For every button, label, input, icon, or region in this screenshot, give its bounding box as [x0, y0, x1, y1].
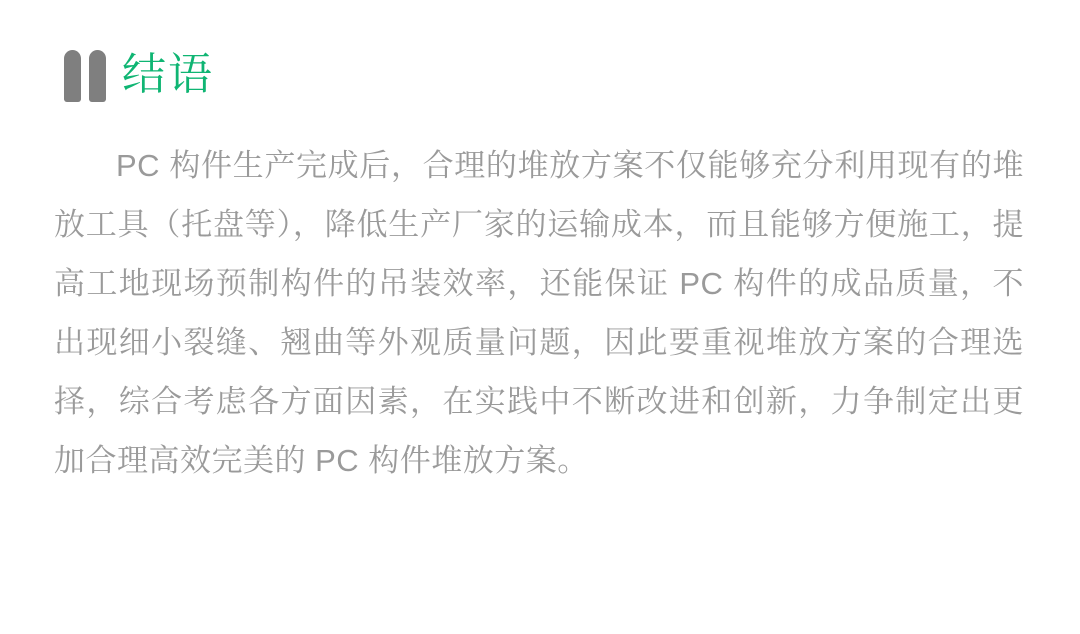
- quote-bar-right: [89, 50, 106, 102]
- section-heading: [64, 44, 1030, 122]
- page-title: 结语: [122, 50, 214, 99]
- quotation-mark-icon: [64, 50, 116, 112]
- conclusion-paragraph: PC 构件生产完成后，合理的堆放方案不仅能够充分利用现有的堆放工具（托盘等），降低生产厂家的运输成本，而且能够方便施工，提高工地现场预制构件的吊装效率，还能保证 PC 构件的成品质量，不出现细小裂缝、翘曲等外观质量问题，因此要重视堆放方案的合理选择，综合考虑各方面因素，在实践中不断改进和创新，力争制定出更加合理高效完美的 PC 构件堆放方案。: [54, 148, 1024, 478]
- quote-bar-left: [64, 50, 81, 102]
